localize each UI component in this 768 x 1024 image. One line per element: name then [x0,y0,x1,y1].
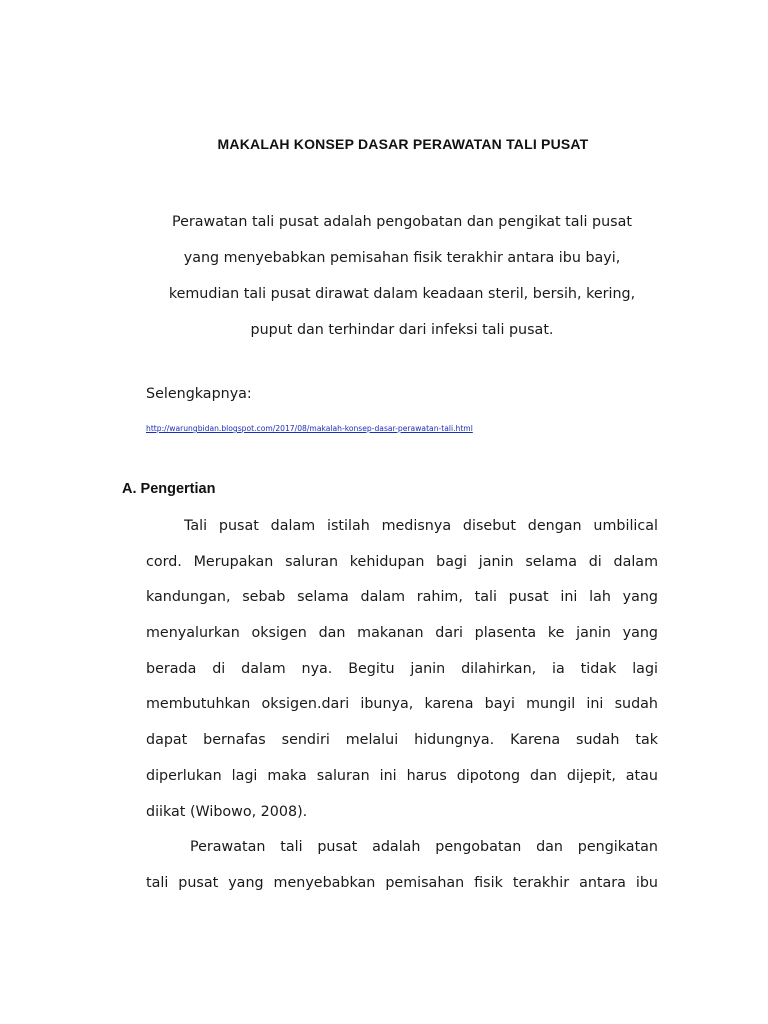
body-line: kandungan, sebab selama dalam rahim, tali pusat ini lah yang [146,589,658,606]
body-line: diperlukan lagi maka saluran ini harus dipotong dan dijepit, atau [146,767,658,784]
intro-line: yang menyebabkan pemisahan fisik terakhir antara ibu bayi, [183,250,621,266]
body-line: cord. Merupakan saluran kehidupan bagi janin selama di dalam [146,553,658,570]
body-line: diikat (Wibowo, 2008). [146,803,308,820]
section-heading: A. Pengertian [122,481,216,497]
body-line: dapat bernafas sendiri melalui hidungnya. Karena sudah tak [146,732,658,749]
intro-line: puput dan terhindar dari infeksi tali pusat. [250,322,554,338]
body-line: Tali pusat dalam istilah medisnya disebut dengan umbilical [184,518,658,534]
intro-line: kemudian tali pusat dirawat dalam keadaan steril, bersih, kering, [168,286,636,302]
body-line: Perawatan tali pusat adalah pengobatan dan pengikatan [190,839,658,856]
intro-line: Perawatan tali pusat adalah pengobatan dan pengikat tali pusat [172,214,632,230]
body-line: berada di dalam nya. Begitu janin dilahirkan, ia tidak lagi [146,660,658,677]
document-title: MAKALAH KONSEP DASAR PERAWATAN TALI PUSAT [217,136,589,152]
body-paragraph [146,509,658,902]
more-label: Selengkapnya: [146,386,252,402]
body-line: membutuhkan oksigen.dari ibunya, karena bayi mungil ini sudah [146,696,658,713]
body-line: tali pusat yang menyebabkan pemisahan fisik terakhir antara ibu [146,874,658,891]
body-line: menyalurkan oksigen dan makanan dari plasenta ke janin yang [146,625,658,642]
source-link[interactable]: http://warungbidan.blogspot.com/2017/08/makalah-konsep-dasar-perawatan-tali.html [146,424,473,433]
intro-paragraph [110,204,694,348]
